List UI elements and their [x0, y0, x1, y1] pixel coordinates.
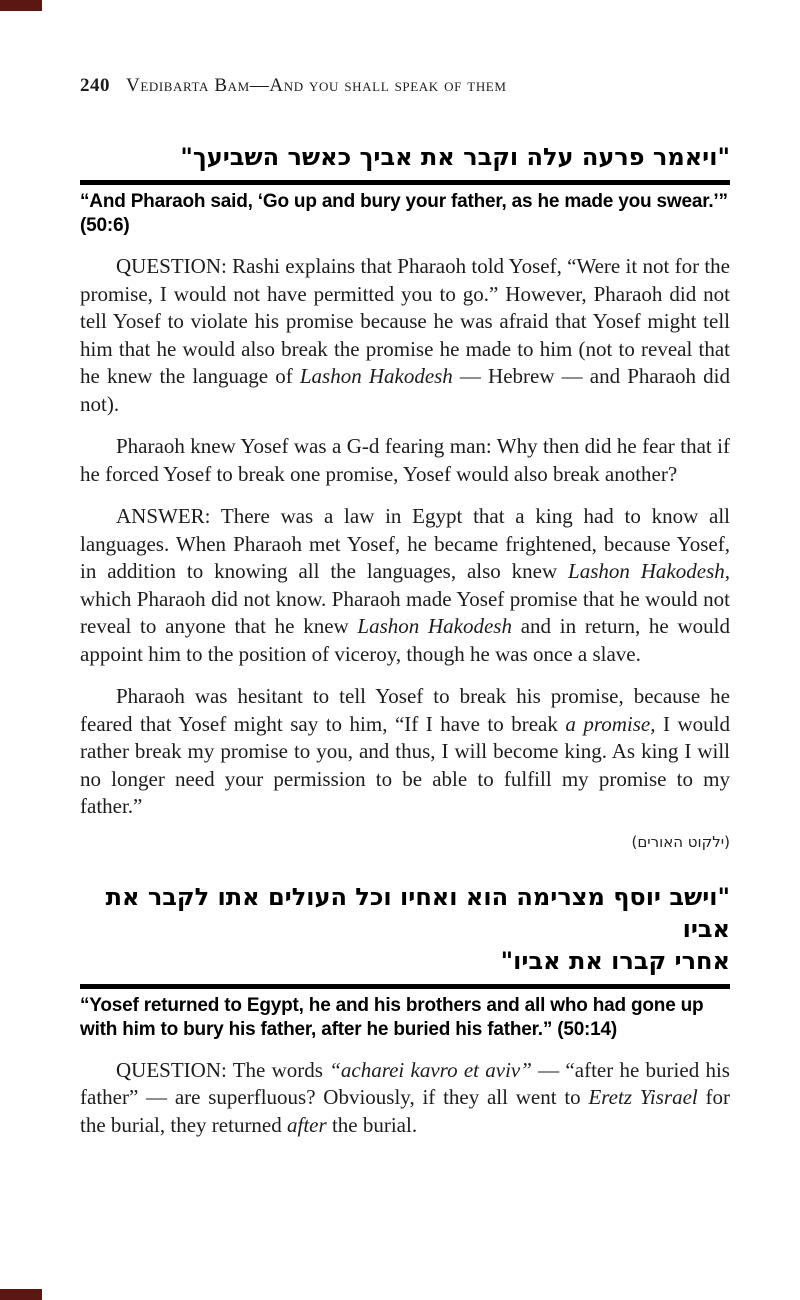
commentary-section-2 [80, 881, 730, 1140]
answer-paragraph-2: Pharaoh was hesitant to tell Yosef to break his promise, because he feared that Yosef might say to him, “If I have to break a promise, I would rather break my promise to you, and thus, I will become king. As king I will no longer need your permission to be able to fulfill my promise to my father.” [80, 684, 730, 819]
running-title: Vedibarta Bam—And you shall speak of them [126, 75, 507, 96]
scan-edge-mark-top [0, 0, 42, 11]
question-paragraph-2: Pharaoh knew Yosef was a G-d fearing man: Why then did he fear that if he forced Yosef to break one promise, Yosef would also break another? [80, 434, 730, 486]
verse-translation-2: “Yosef returned to Egypt, he and his brothers and all who had gone up with him to bury his father, after he buried his father.” (50:14) [80, 995, 704, 1040]
question-paragraph-1: QUESTION: Rashi explains that Pharaoh told Yosef, “Were it not for the promise, I would not have permitted you to go.” However, Pharaoh did not tell Yosef to violate his promise because he was afraid that Yosef might tell him that he would also break the promise he made to him (not to reveal that he knew the language of Lashon Hakodesh — Hebrew — and Pharaoh did not). [80, 254, 730, 416]
question-paragraph-3: QUESTION: The words “acharei kavro et aviv” — “after he buried his father” — are superfluous? Obviously, if they all went to Eretz Yisrael for the burial, they returned after the burial. [80, 1057, 730, 1137]
hebrew-verse-heading-2 [80, 881, 730, 977]
page-number: 240 [80, 75, 110, 96]
hebrew-verse-line-1: "וישב יוסף מצרימה הוא ואחיו וכל העולים אתו לקבר את אביו [105, 882, 730, 943]
answer-paragraph-1: ANSWER: There was a law in Egypt that a king had to know all languages. When Pharaoh met Yosef, he became frightened, because Yosef, in addition to knowing all the languages, also knew Lashon Hakodesh, which Pharaoh did not know. Pharaoh made Yosef promise that he would not reveal to anyone that he knew Lashon Hakodesh and in return, he would appoint him to the position of viceroy, though he was once a slave. [80, 504, 731, 666]
source-attribution: (ילקוט האורים) [631, 832, 730, 851]
commentary-section-1 [80, 141, 730, 851]
page-content [80, 75, 730, 1139]
divider-rule-2 [80, 984, 730, 989]
scan-edge-mark-bottom [0, 1289, 42, 1300]
hebrew-verse-heading-1: "ויאמר פרעה עלה וקבר את אביך כאשר השביעך" [180, 143, 730, 171]
running-header [80, 75, 730, 97]
hebrew-verse-line-2: אחרי קברו את אביו" [500, 946, 730, 975]
divider-rule-1 [80, 180, 730, 185]
verse-translation-1: “And Pharaoh said, ‘Go up and bury your father, as he made you swear.’” (50:6) [80, 191, 728, 237]
